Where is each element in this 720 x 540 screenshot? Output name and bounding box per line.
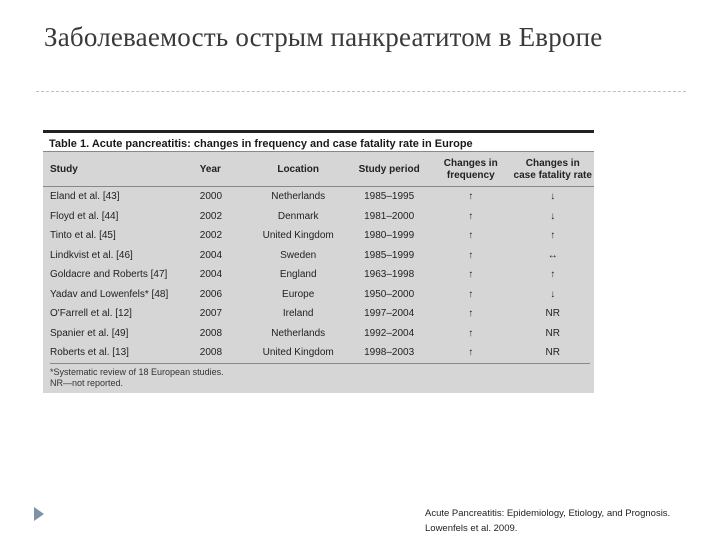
cell-location: Ireland — [282, 308, 314, 320]
cell-year: 2004 — [199, 249, 223, 261]
cell-location: Netherlands — [271, 327, 326, 339]
table-row — [43, 246, 594, 266]
cell-study: O'Farrell et al. [12] — [50, 308, 132, 320]
cell-location: United Kingdom — [262, 230, 334, 242]
cell-year: 2006 — [199, 288, 223, 300]
cell-year: 2008 — [199, 347, 223, 359]
cell-case-fatality: ↓ — [550, 288, 556, 300]
header-changes-frequency: Changes in frequency — [430, 154, 511, 187]
cell-frequency: ↑ — [468, 327, 474, 339]
cell-location: England — [279, 269, 317, 281]
cell-study: Eland et al. [43] — [50, 191, 120, 203]
title-divider — [36, 91, 686, 92]
cell-location: Denmark — [277, 210, 319, 222]
cell-period: 1963–1998 — [364, 269, 415, 281]
table-row — [43, 265, 594, 285]
data-table — [43, 154, 594, 363]
epidemiology-table — [43, 130, 594, 393]
cell-year: 2007 — [199, 308, 223, 320]
cell-study: Tinto et al. [45] — [50, 230, 116, 242]
source-line-1: Acute Pancreatitis: Epidemiology, Etiology, and Prognosis. — [425, 508, 671, 519]
cell-location: Europe — [282, 288, 315, 300]
cell-year: 2000 — [199, 191, 223, 203]
cell-period: 1985–1999 — [364, 249, 415, 261]
header-location: Location — [248, 154, 348, 187]
cell-case-fatality: NR — [545, 308, 560, 320]
cell-frequency: ↑ — [468, 230, 474, 242]
cell-study: Yadav and Lowenfels* [48] — [50, 288, 169, 300]
cell-case-fatality: ↓ — [550, 191, 556, 203]
cell-location: United Kingdom — [262, 347, 334, 359]
cell-case-fatality: ↑ — [550, 269, 556, 281]
header-year: Year — [198, 154, 248, 187]
table-header-row — [43, 154, 594, 187]
cell-period: 1998–2003 — [364, 347, 415, 359]
cell-study: Roberts et al. [13] — [50, 347, 129, 359]
cell-study: Goldacre and Roberts [47] — [50, 269, 168, 281]
table-caption-label: Table 1. — [49, 138, 90, 150]
header-study-period: Study period — [348, 154, 430, 187]
header-study: Study — [43, 154, 198, 187]
cell-frequency: ↑ — [468, 269, 474, 281]
cell-study: Spanier et al. [49] — [50, 327, 129, 339]
cell-case-fatality: NR — [545, 327, 560, 339]
cell-year: 2002 — [199, 210, 223, 222]
table-row — [43, 343, 594, 363]
cell-location: Netherlands — [271, 191, 326, 203]
table-footnote — [50, 363, 590, 389]
cell-year: 2004 — [199, 269, 223, 281]
table-row — [43, 207, 594, 227]
cell-frequency: ↑ — [468, 249, 474, 261]
footnote-nr: NR—not reported. — [50, 378, 124, 388]
footnote-systematic-review: *Systematic review of 18 European studies. — [50, 367, 224, 377]
cell-period: 1997–2004 — [364, 308, 415, 320]
cell-frequency: ↑ — [468, 347, 474, 359]
source-citation — [425, 506, 715, 536]
header-changes-case-fatality: Changes in case fatality rate — [511, 154, 594, 187]
table-row — [43, 226, 594, 246]
cell-frequency: ↑ — [468, 191, 474, 203]
cell-frequency: ↑ — [468, 288, 474, 300]
cell-study: Lindkvist et al. [46] — [50, 249, 133, 261]
cell-period: 1992–2004 — [364, 327, 415, 339]
table-row — [43, 324, 594, 344]
table-caption — [43, 130, 594, 152]
cell-case-fatality: ↔ — [547, 249, 558, 261]
cell-case-fatality: NR — [545, 347, 560, 359]
cell-year: 2008 — [199, 327, 223, 339]
table-row — [43, 304, 594, 324]
table-row — [43, 285, 594, 305]
cell-study: Floyd et al. [44] — [50, 210, 119, 222]
cell-frequency: ↑ — [468, 308, 474, 320]
table-caption-text: Acute pancreatitis: changes in frequency and case fatality rate in Europe — [91, 138, 473, 150]
cell-period: 1950–2000 — [364, 288, 415, 300]
table-row — [43, 187, 594, 207]
cell-case-fatality: ↓ — [550, 210, 556, 222]
cell-year: 2002 — [199, 230, 223, 242]
source-line-2: Lowenfels et al. 2009. — [425, 523, 518, 534]
cell-period: 1981–2000 — [364, 210, 415, 222]
cell-location: Sweden — [280, 249, 317, 261]
slide-title: Заболеваемость острым панкреатитом в Европе — [44, 22, 603, 52]
bullet-triangle-icon — [34, 507, 44, 521]
cell-period: 1985–1995 — [364, 191, 415, 203]
cell-case-fatality: ↑ — [550, 230, 556, 242]
cell-period: 1980–1999 — [364, 230, 415, 242]
cell-frequency: ↑ — [468, 210, 474, 222]
